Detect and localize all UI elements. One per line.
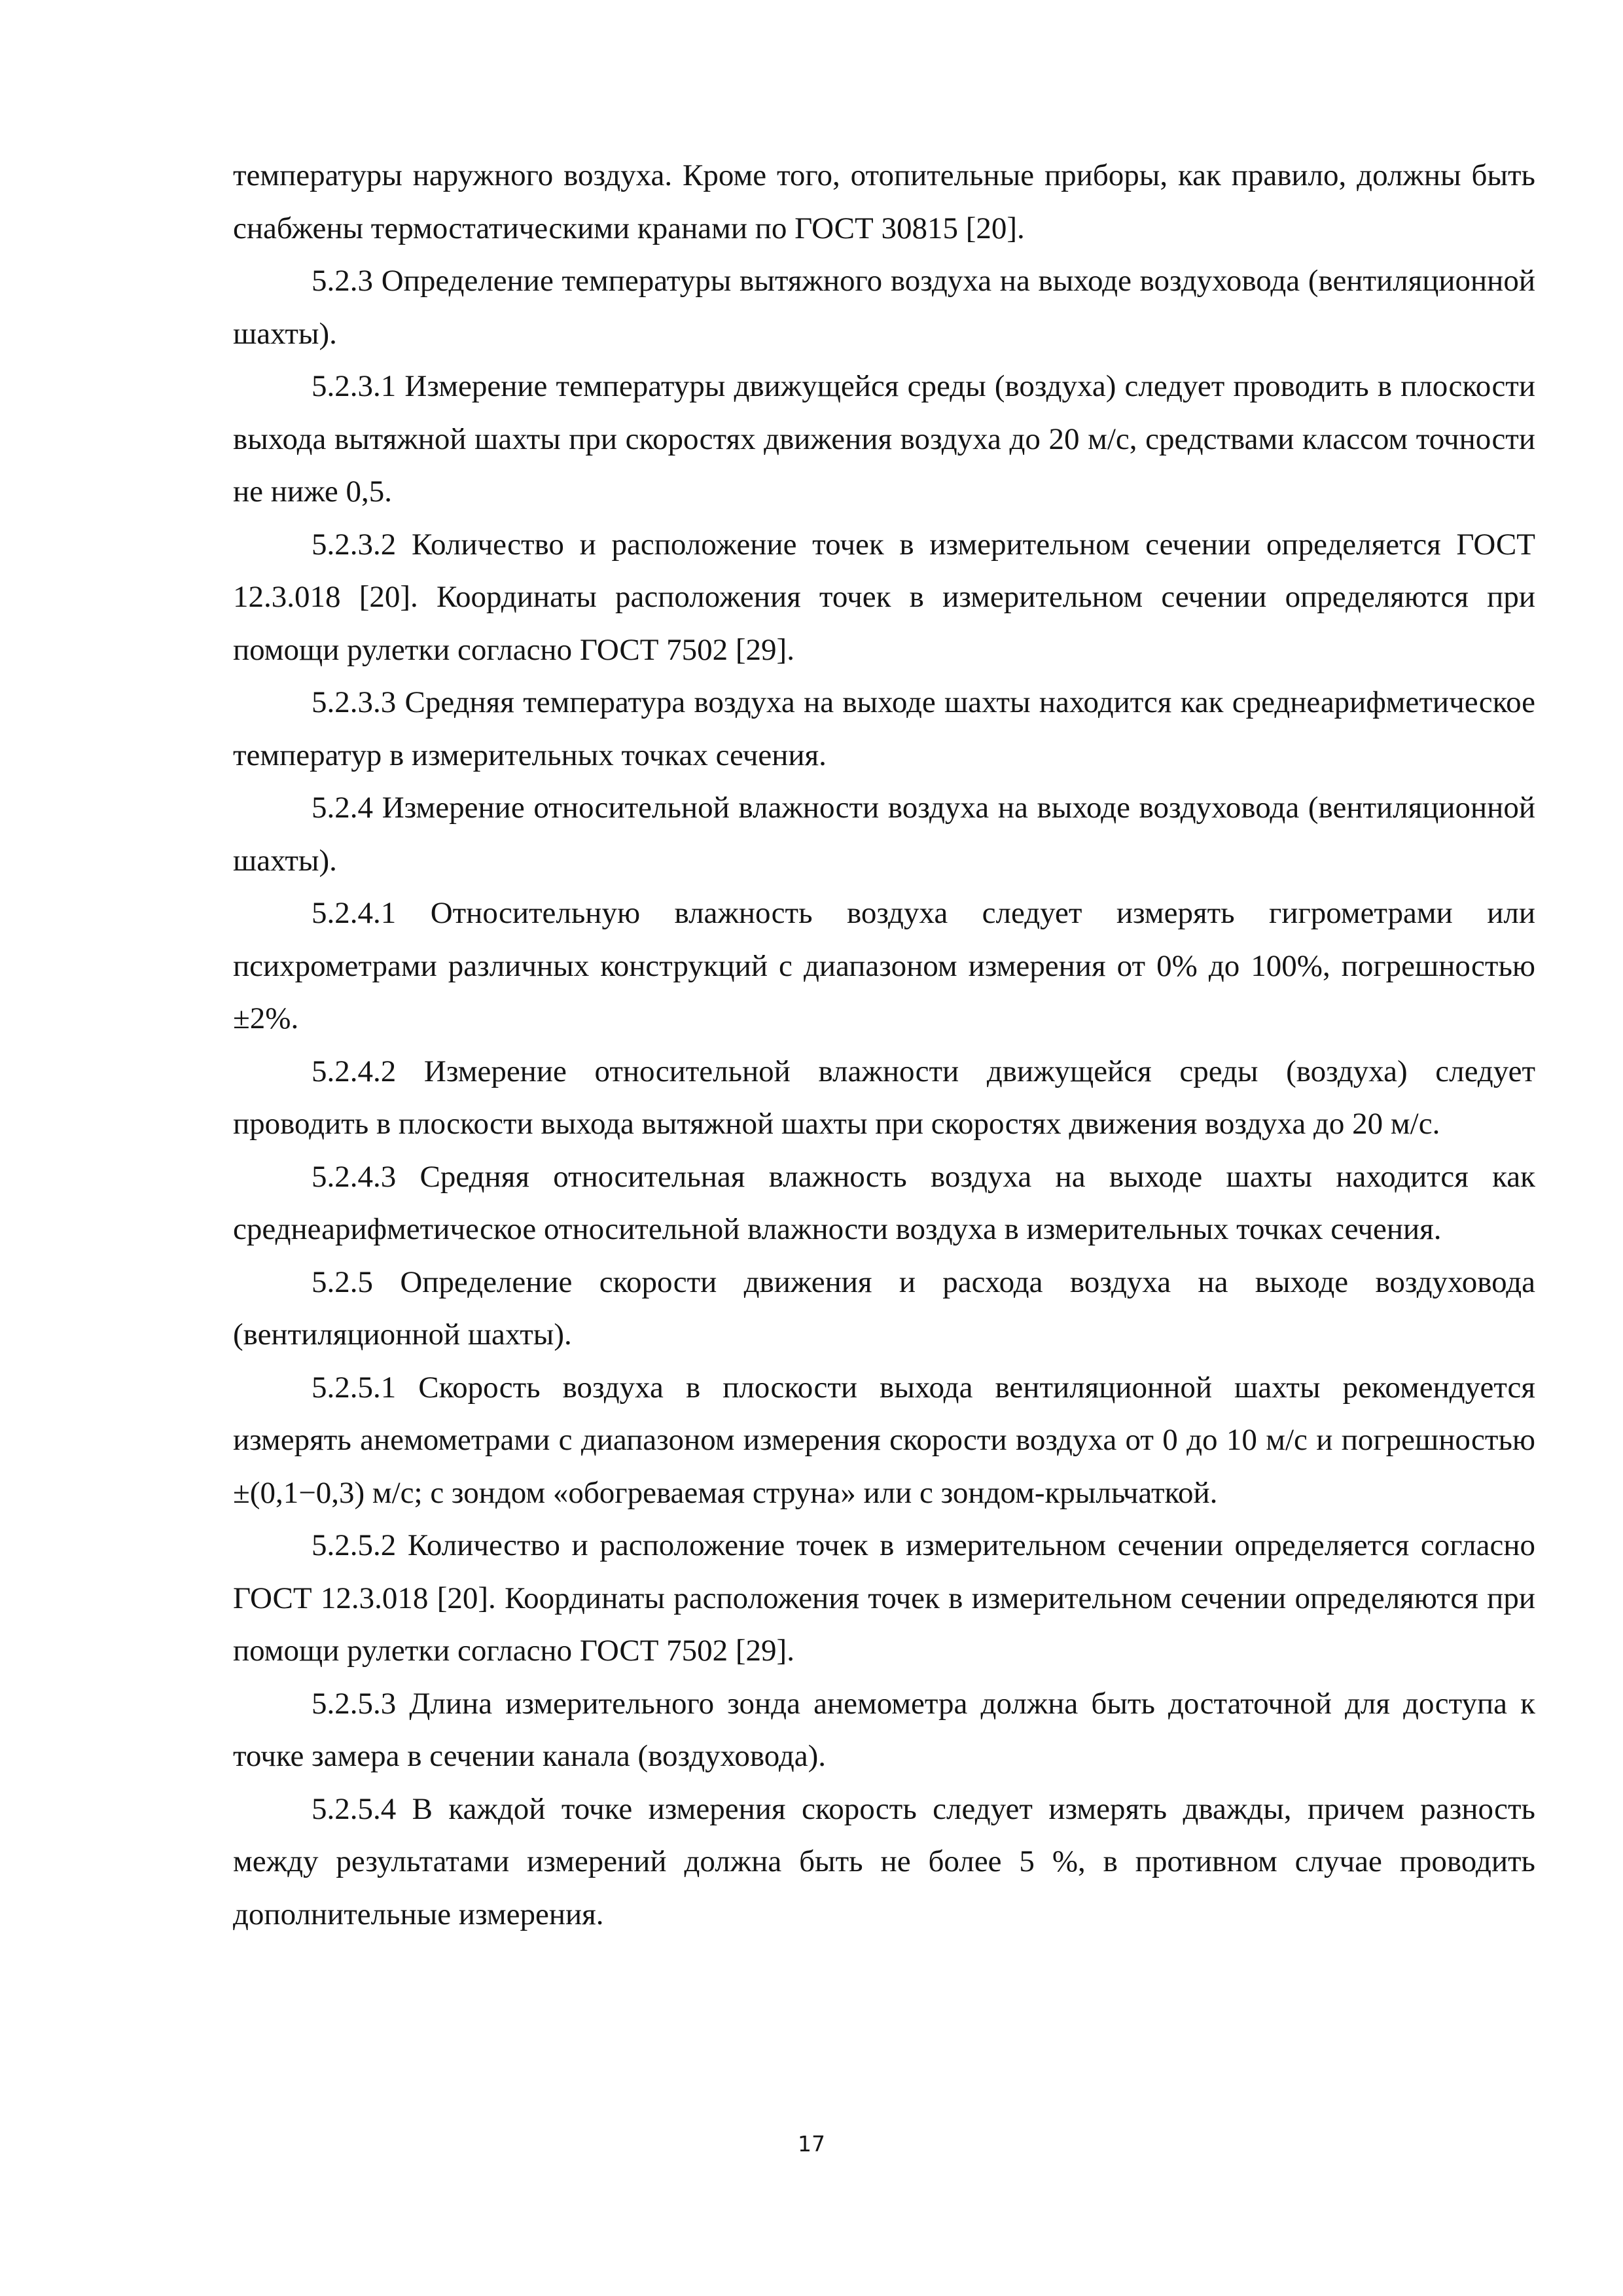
paragraph-5-2-3-1: 5.2.3.1 Измерение температуры движущейся среды (воздуха) следует проводить в плоскости выхода вытяжной шахты при скоростях движения воздуха до 20 м/с, средствами классом точности не ниже 0,5. bbox=[233, 369, 1535, 509]
paragraph-intro-continuation: температуры наружного воздуха. Кроме того, отопительные приборы, как правило, должны быть снабжены термостатическими кранами по ГОСТ 30815 [20]. bbox=[233, 158, 1535, 245]
paragraph-5-2-4-2: 5.2.4.2 Измерение относительной влажности движущейся среды (воздуха) следует проводить в плоскости выхода вытяжной шахты при скоростях движения воздуха до 20 м/с. bbox=[233, 1054, 1535, 1141]
paragraph-5-2-3: 5.2.3 Определение температуры вытяжного воздуха на выходе воздуховода (вентиляционной шахты). bbox=[233, 264, 1535, 351]
body-text bbox=[233, 149, 1535, 1941]
paragraph-5-2-4-1: 5.2.4.1 Относительную влажность воздуха следует измерять гигрометрами или психрометрами различных конструкций с диапазоном измерения от 0% до 100%, погрешностью ±2%. bbox=[233, 896, 1535, 1035]
paragraph-5-2-5-1: 5.2.5.1 Скорость воздуха в плоскости выхода вентиляционной шахты рекомендуется измерять анемометрами с диапазоном измерения скорости воздуха от 0 до 10 м/с и погрешностью ±(0,1−0,3) м/с; с зондом «обогреваемая струна» или с зондом-крыльчаткой. bbox=[233, 1370, 1535, 1510]
paragraph-5-2-4-3: 5.2.4.3 Средняя относительная влажность воздуха на выходе шахты находится как среднеарифметическое относительной влажности воздуха в измерительных точках сечения. bbox=[233, 1159, 1535, 1246]
paragraph-5-2-5-3: 5.2.5.3 Длина измерительного зонда анемометра должна быть достаточной для доступа к точке замера в сечении канала (воздуховода). bbox=[233, 1686, 1535, 1773]
paragraph-5-2-5: 5.2.5 Определение скорости движения и расхода воздуха на выходе воздуховода (вентиляционной шахты). bbox=[233, 1265, 1535, 1352]
page-number: 17 bbox=[798, 2131, 825, 2157]
paragraph-5-2-4: 5.2.4 Измерение относительной влажности воздуха на выходе воздуховода (вентиляционной шахты). bbox=[233, 791, 1535, 878]
paragraph-5-2-5-4: 5.2.5.4 В каждой точке измерения скорость следует измерять дважды, причем разность между результатами измерений должна быть не более 5 %, в противном случае проводить дополнительные измерения. bbox=[233, 1791, 1535, 1931]
paragraph-5-2-3-2: 5.2.3.2 Количество и расположение точек в измерительном сечении определяется ГОСТ 12.3.018 [20]. Координаты расположения точек в измерительном сечении определяются при помощи рулетки согласно ГОСТ 7502 [29]. bbox=[233, 527, 1535, 667]
paragraph-5-2-5-2: 5.2.5.2 Количество и расположение точек в измерительном сечении определяется согласно ГОСТ 12.3.018 [20]. Координаты расположения точек в измерительном сечении определяются при помощи рулетки согласно ГОСТ 7502 [29]. bbox=[233, 1528, 1535, 1668]
paragraph-5-2-3-3: 5.2.3.3 Средняя температура воздуха на выходе шахты находится как среднеарифметическое температур в измерительных точках сечения. bbox=[233, 685, 1535, 772]
